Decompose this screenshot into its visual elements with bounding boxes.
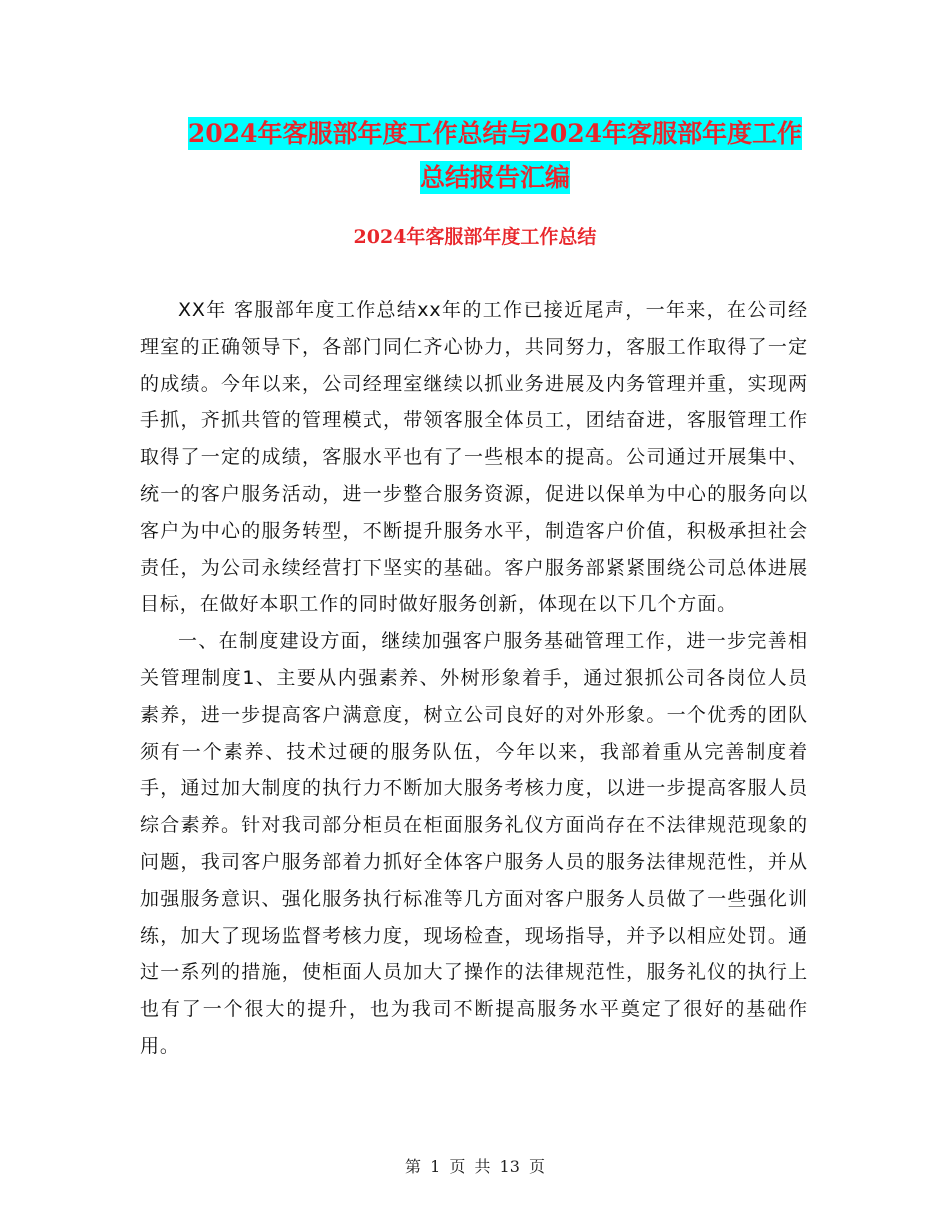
page-footer: 第 1 页 共 13 页 bbox=[405, 1157, 545, 1176]
body-text bbox=[140, 292, 808, 1065]
document-title bbox=[140, 112, 850, 200]
paragraph-2: 一、在制度建设方面，继续加强客户服务基础管理工作，进一步完善相关管理制度1、主要从内强素养、外树形象着手，通过狠抓公司各岗位人员素养，进一步提高客户满意度，树立公司良好的对外形象。一个优秀的团队须有一个素养、技术过硬的服务队伍，今年以来，我部着重从完善制度着手，通过加大制度的执行力不断加大服务考核力度，以进一步提高客服人员综合素养。针对我司部分柜员在柜面服务礼仪方面尚存在不法律规范现象的问题，我司客户服务部着力抓好全体客户服务人员的服务法律规范性，并从加强服务意识、强化服务执行标准等几方面对客户服务人员做了一些强化训练，加大了现场监督考核力度，现场检查，现场指导，并予以相应处罚。通过一系列的措施，使柜面人员加大了操作的法律规范性，服务礼仪的执行上也有了一个很大的提升，也为我司不断提高服务水平奠定了很好的基础作用。 bbox=[140, 630, 808, 1057]
document-title-line-1: 2024年客服部年度工作总结与2024年客服部年度工作 bbox=[187, 119, 803, 148]
section-heading: 2024年客服部年度工作总结 bbox=[353, 226, 597, 248]
document-title-line-2: 总结报告汇编 bbox=[419, 163, 570, 192]
paragraph-1: XX年 客服部年度工作总结xx年的工作已接近尾声，一年来，在公司经理室的正确领导下，各部门同仁齐心协力，共同努力，客服工作取得了一定的成绩。今年以来，公司经理室继续以抓业务进展及内务管理并重，实现两手抓，齐抓共管的管理模式，带领客服全体员工，团结奋进，客服管理工作取得了一定的成绩，客服水平也有了一些根本的提高。公司通过开展集中、统一的客户服务活动，进一步整合服务资源，促进以保单为中心的服务向以客户为中心的服务转型，不断提升服务水平，制造客户价值，积极承担社会责任，为公司永续经营打下坚实的基础。客户服务部紧紧围绕公司总体进展目标，在做好本职工作的同时做好服务创新，体现在以下几个方面。 bbox=[140, 299, 808, 616]
